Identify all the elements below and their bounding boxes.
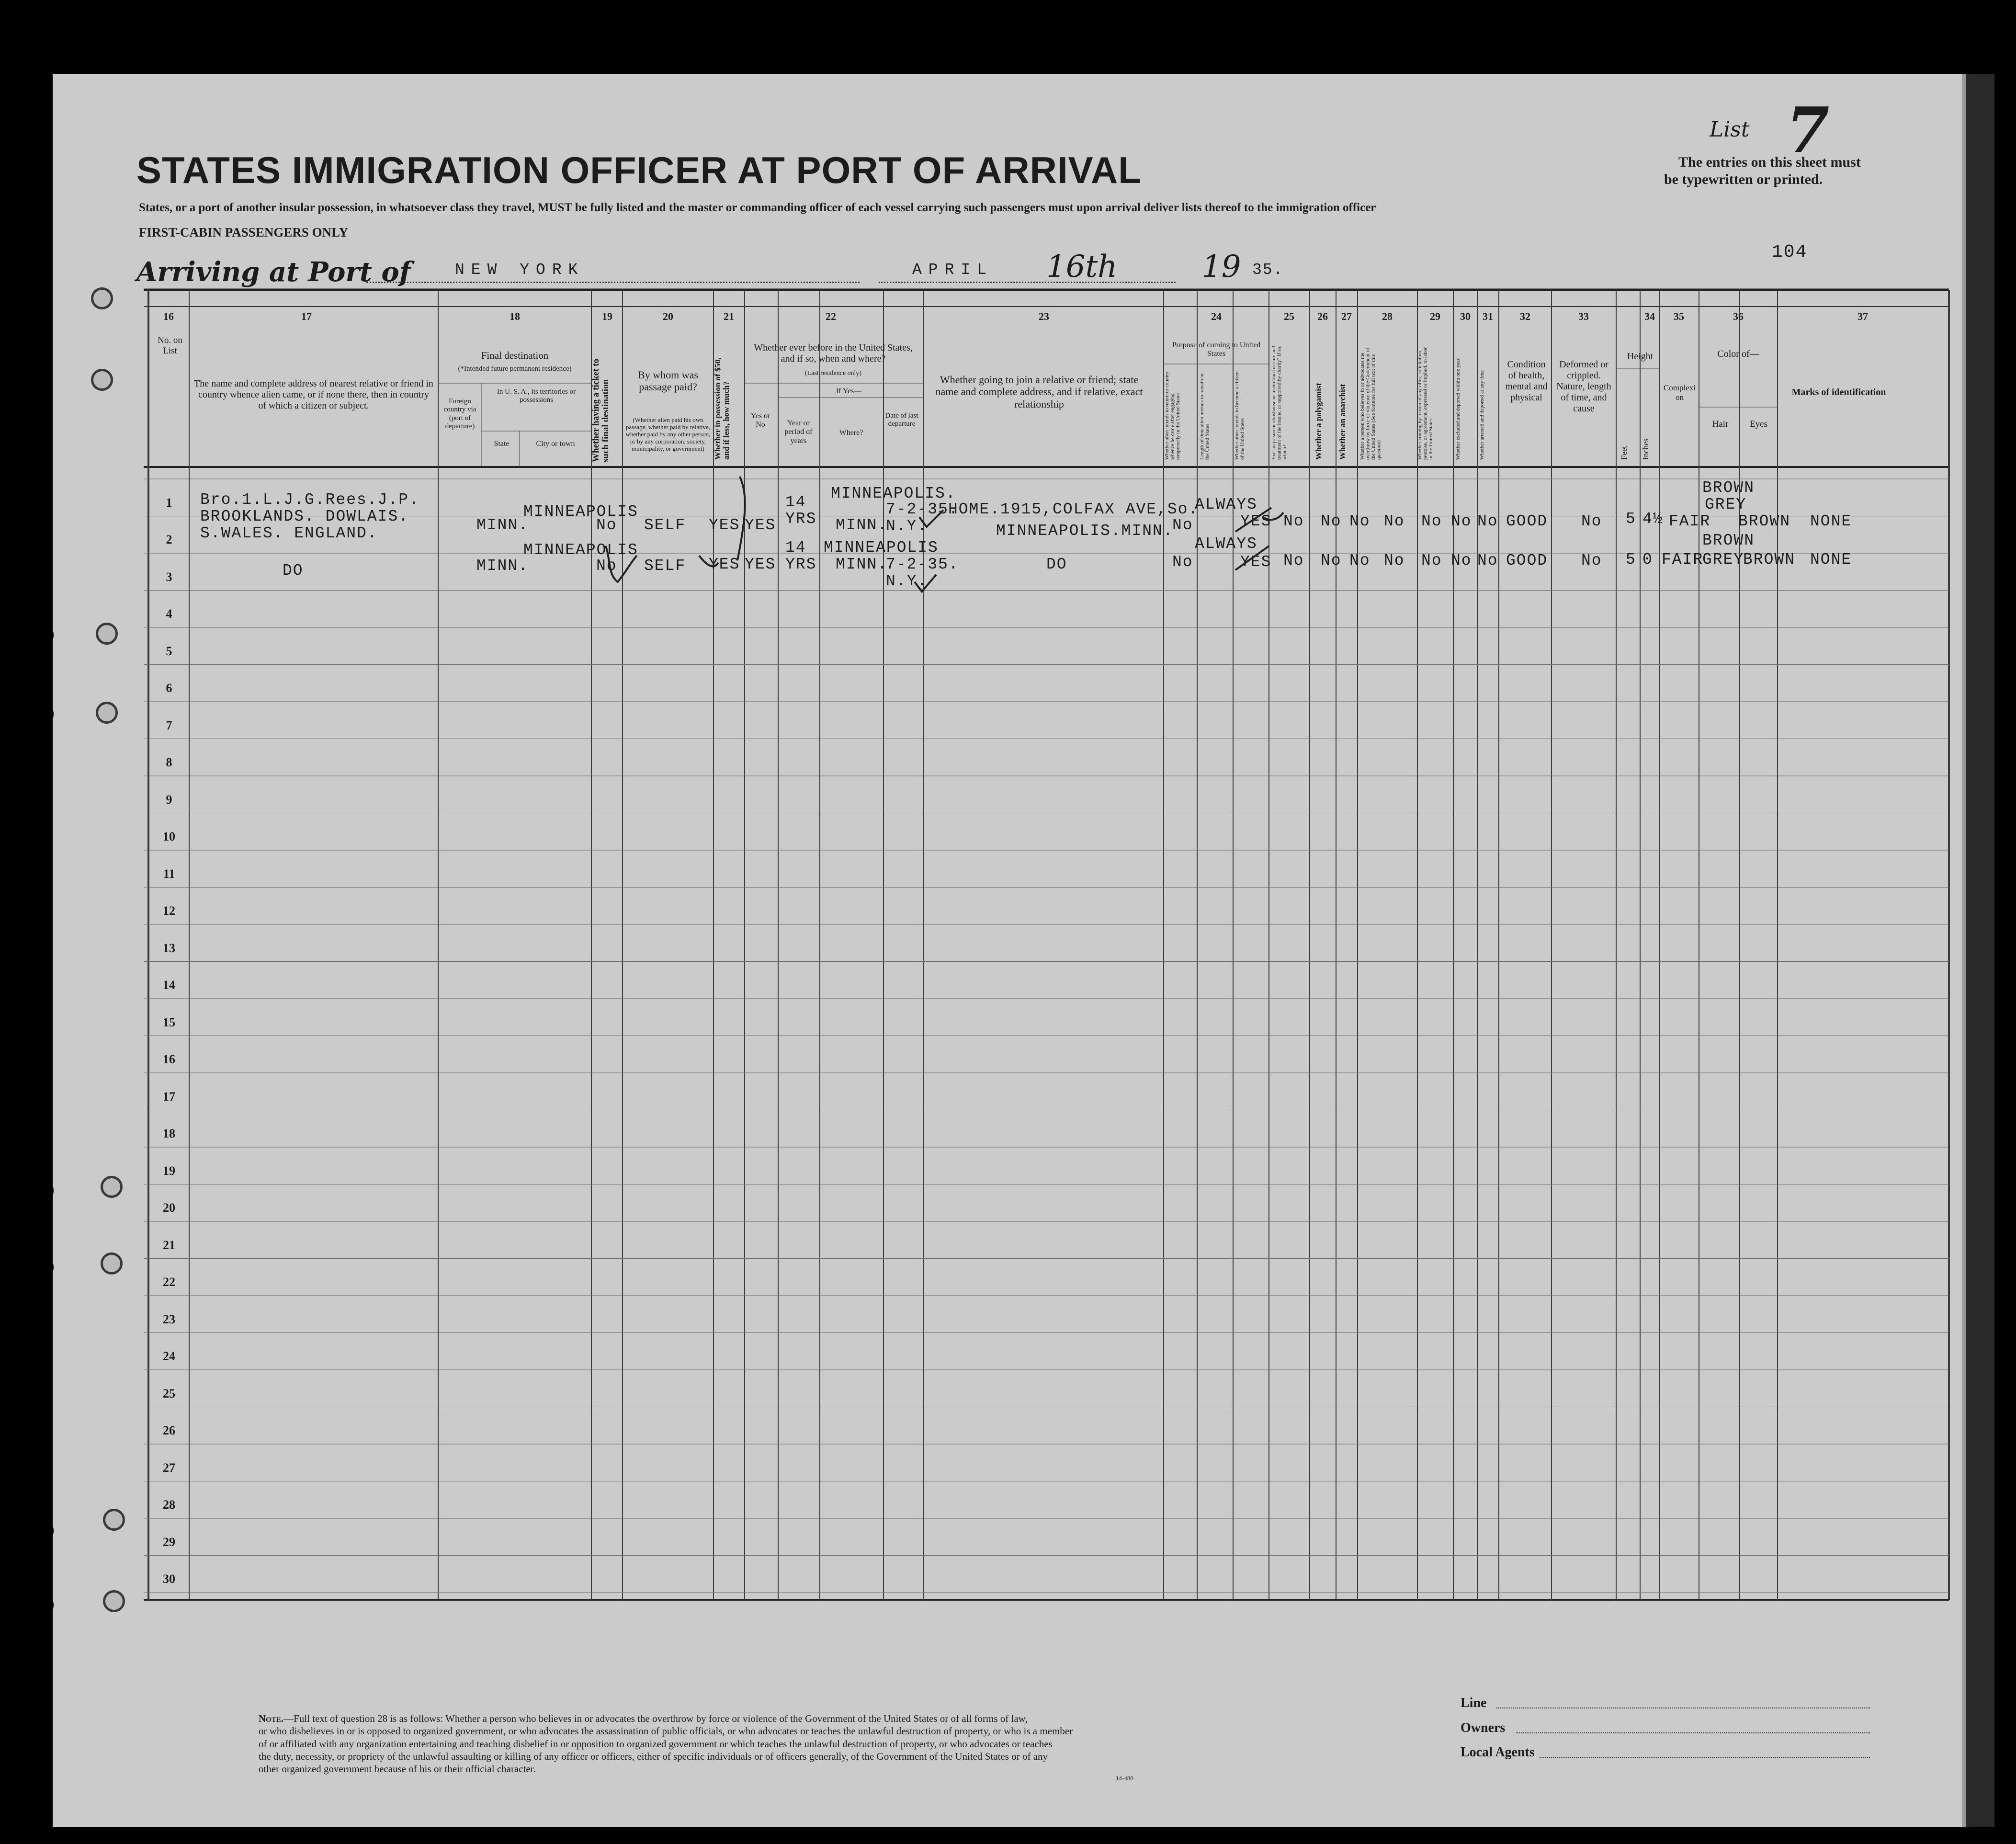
hair-color: BROWN bbox=[1702, 532, 1755, 549]
length-answer: ALWAYS bbox=[1195, 535, 1257, 553]
joining-address: HOME.1915,COLFAX AVE,So. bbox=[948, 501, 1199, 518]
identification-marks: NONE bbox=[1810, 512, 1852, 530]
col20-subheader: (Whether alien paid his own passage, whether paid by relative, whether paid by any other person, or by any corporation, society, municipality, or government) bbox=[625, 416, 711, 452]
footnote-text: the duty, necessity, or propriety of the unlawful assaulting or killing of any officer or officers, either of specific individuals or of officers generally, of the Government of the United States or of any bbox=[259, 1750, 1048, 1762]
row-number: 26 bbox=[163, 1423, 175, 1438]
anarchist-answer: No bbox=[1349, 552, 1370, 569]
col29-header: Whether coming by reason of any offer, solicitation, promise, or agreement, expressed or implied, to labor in the United States bbox=[1417, 347, 1434, 460]
col18-subheader: (*Intended future permanent residence) bbox=[458, 365, 572, 373]
col28-header: Whether a person who believes in or advocates the overthrow by force or violence of the Government of the United States (See footnote for full text of this question) bbox=[1359, 348, 1382, 460]
polygamist-answer: No bbox=[1321, 552, 1342, 569]
height-inches: 0 bbox=[1642, 551, 1653, 569]
before-answer: YES bbox=[745, 556, 776, 573]
footnote-text: —Full text of question 28 is as follows: Whether a person who believes in or advocates the overthrow by force or violence of the Government of the United States or of all forms of law, bbox=[283, 1713, 1028, 1724]
column-number: 21 bbox=[724, 310, 734, 322]
col34-inches: Inches bbox=[1641, 438, 1650, 460]
row-number: 8 bbox=[166, 755, 172, 770]
col24-return: Whether alien intends to return to country whence he came after engaging temporarily in the United States bbox=[1164, 371, 1181, 460]
identification-marks: NONE bbox=[1810, 551, 1852, 569]
before-answer: YES bbox=[745, 516, 776, 534]
agents-rule bbox=[1540, 1757, 1870, 1758]
where-value: MINN. bbox=[836, 516, 888, 534]
col22-date: Date of last departure bbox=[885, 412, 918, 428]
col18-header: Final destination bbox=[481, 350, 549, 361]
row-number: 4 bbox=[166, 607, 172, 621]
return-answer: No bbox=[1172, 553, 1193, 571]
length-answer: ALWAYS bbox=[1195, 496, 1257, 513]
col17-header: The name and complete address of nearest relative or friend in country whence alien came, or if none there, then in country of which a citizen or subject. bbox=[194, 378, 433, 411]
citizen-answer: YES bbox=[1240, 512, 1272, 530]
height-inches: 4½ bbox=[1642, 510, 1664, 528]
col24-citizen: Whether alien intends to become a citizen of the United States bbox=[1234, 371, 1246, 460]
column-number: 37 bbox=[1857, 310, 1868, 322]
entries-note: be typewritten or printed. bbox=[1664, 171, 1823, 187]
column-number: 27 bbox=[1341, 310, 1352, 322]
column-number: 22 bbox=[826, 310, 836, 322]
joining-address: MINNEAPOLIS.MINN. bbox=[996, 522, 1174, 540]
prison-answer: No bbox=[1283, 512, 1304, 530]
row-number: 29 bbox=[163, 1535, 175, 1549]
departure-date: N.Y. bbox=[886, 517, 928, 535]
col22-year: Year or period of years bbox=[784, 419, 813, 445]
departure-date: 7-2-35. bbox=[886, 501, 959, 518]
excluded-answer: No bbox=[1451, 552, 1472, 569]
labor-answer: No bbox=[1421, 512, 1442, 530]
page-number: 104 bbox=[1772, 242, 1808, 262]
column-number: 34 bbox=[1644, 310, 1655, 322]
col30-header: Whether excluded and deported within one year bbox=[1455, 358, 1461, 460]
col25-header: Ever in prison or almshouse or institution for care and treatment of the insane, or supported by charity? If so, which? bbox=[1271, 345, 1288, 460]
owners-rule bbox=[1516, 1732, 1870, 1733]
money-answer: YES bbox=[709, 556, 740, 573]
subtitle: States, or a port of another insular possession, in whatsoever class they travel, MUST be fully listed and the master or commanding officer of each vessel carrying such passengers must upon arrival deliver lists thereof to the immigration officer bbox=[139, 201, 1376, 214]
row-number: 3 bbox=[166, 569, 172, 584]
footnote-text: other organized government because of his or their official character. bbox=[259, 1763, 536, 1775]
row-number: 14 bbox=[163, 978, 175, 992]
column-number: 31 bbox=[1483, 310, 1493, 322]
column-number: 26 bbox=[1317, 310, 1328, 322]
row-number: 27 bbox=[163, 1460, 175, 1475]
row-number: 24 bbox=[163, 1349, 175, 1364]
destination-city: MINNEAPOLIS bbox=[523, 503, 638, 521]
labor-answer: No bbox=[1421, 552, 1442, 569]
departure-date: N.Y. bbox=[886, 572, 928, 590]
row-number: 7 bbox=[166, 718, 172, 732]
overthrow-answer: No bbox=[1384, 552, 1405, 569]
deformed-answer: No bbox=[1581, 552, 1602, 569]
row-number: 17 bbox=[163, 1089, 175, 1104]
col22-ifyes: If Yes— bbox=[836, 387, 862, 395]
entries-note: The entries on this sheet must bbox=[1678, 154, 1861, 170]
subtitle-first-cabin: FIRST-CABIN PASSENGERS ONLY bbox=[139, 225, 349, 239]
anarchist-answer: No bbox=[1349, 512, 1370, 530]
col22-subheader: (Last residence only) bbox=[804, 370, 862, 377]
col20-header: By whom was passage paid? bbox=[638, 369, 698, 393]
col18-usa: In U. S. A., its territories or possessions bbox=[497, 388, 576, 404]
row-number: 9 bbox=[166, 792, 172, 807]
col27-header: Whether an anarchist bbox=[1338, 384, 1347, 460]
col18-state: State bbox=[494, 440, 510, 448]
month-value: APRIL bbox=[912, 261, 994, 279]
list-label: List bbox=[1710, 117, 1750, 142]
footnote-text: of or affiliated with any organization entertaining and teaching disbelief in or opposition to organized government or which teaches the unlawful destruction of property, or who advocates or teaches bbox=[259, 1738, 1053, 1750]
height-feet: 5 bbox=[1626, 551, 1636, 569]
col23-header: Whether going to join a relative or friend; state name and complete address, and if relative, exact relationship bbox=[935, 374, 1143, 410]
row-number: 18 bbox=[163, 1127, 175, 1141]
column-number: 16 bbox=[163, 310, 174, 322]
col34-feet: Feet bbox=[1620, 445, 1629, 460]
column-number: 25 bbox=[1284, 310, 1294, 322]
column-number: 23 bbox=[1039, 310, 1049, 322]
row-number: 23 bbox=[163, 1312, 175, 1326]
row-number: 28 bbox=[163, 1498, 175, 1512]
date-rule bbox=[879, 282, 1176, 283]
row-number: 15 bbox=[163, 1015, 175, 1029]
row-number: 25 bbox=[163, 1386, 175, 1400]
col18-city: City or town bbox=[536, 440, 575, 448]
line-label: Line bbox=[1461, 1696, 1487, 1710]
passage-paid: SELF bbox=[644, 557, 686, 575]
list-number: 7 bbox=[1786, 93, 1830, 167]
ticket-answer: No bbox=[596, 516, 617, 534]
col36-header: Color of— bbox=[1717, 349, 1759, 359]
page-title: STATES IMMIGRATION OFFICER AT PORT OF ARRIVAL bbox=[136, 149, 1142, 191]
row-number: 2 bbox=[166, 533, 172, 547]
column-number: 24 bbox=[1211, 310, 1222, 322]
form-number: 14-480 bbox=[1116, 1775, 1133, 1782]
height-feet: 5 bbox=[1626, 510, 1636, 528]
owners-label: Owners bbox=[1461, 1720, 1506, 1735]
column-number: 30 bbox=[1460, 310, 1471, 322]
column-number: 20 bbox=[663, 310, 673, 322]
col24-header: Purpose of coming to United States bbox=[1172, 341, 1261, 358]
col31-header: Whether arrested and deported at any time bbox=[1479, 370, 1485, 460]
footnote-label: Note. bbox=[259, 1713, 284, 1724]
row-number: 6 bbox=[166, 681, 172, 695]
return-answer: No bbox=[1172, 516, 1193, 534]
polygamist-answer: No bbox=[1321, 512, 1342, 530]
column-number: 32 bbox=[1520, 310, 1530, 322]
passage-paid: SELF bbox=[644, 516, 686, 534]
arriving-label: Arriving at Port of bbox=[136, 256, 411, 288]
eye-color: BROWN bbox=[1738, 512, 1791, 530]
col34-header: Height bbox=[1627, 351, 1654, 362]
eye-color: BROWN bbox=[1743, 551, 1796, 569]
relative-address: BROOKLANDS. DOWLAIS. bbox=[200, 508, 409, 525]
column-number: 17 bbox=[301, 310, 312, 322]
excluded-answer: No bbox=[1451, 512, 1472, 530]
deformed-answer: No bbox=[1581, 512, 1602, 530]
row-number: 12 bbox=[163, 904, 175, 918]
citizen-answer: YES bbox=[1240, 553, 1272, 571]
column-number: 29 bbox=[1430, 310, 1440, 322]
column-number: 28 bbox=[1382, 310, 1393, 322]
col37-header: Marks of identification bbox=[1791, 387, 1886, 398]
row-number: 16 bbox=[163, 1052, 175, 1067]
col22-header: Whether ever before in the United States, and if so, when and where? bbox=[754, 342, 913, 364]
prison-answer: No bbox=[1283, 552, 1304, 569]
where-value: MINNEAPOLIS bbox=[824, 539, 939, 557]
col22-where: Where? bbox=[839, 429, 863, 437]
col32-header: Condition of health, mental and physical bbox=[1505, 359, 1548, 403]
destination-city: MINNEAPOLIS bbox=[523, 541, 638, 559]
year-suffix: 35. bbox=[1252, 261, 1284, 279]
col36-hair: Hair bbox=[1712, 419, 1729, 429]
col36-eyes: Eyes bbox=[1750, 419, 1767, 429]
row-number: 11 bbox=[163, 866, 175, 881]
ticket-answer: No bbox=[596, 557, 617, 575]
col16-header: No. on List bbox=[158, 335, 182, 356]
row-number: 22 bbox=[163, 1275, 175, 1289]
col22-yesno: Yes or No bbox=[750, 412, 770, 429]
row-number: 30 bbox=[163, 1572, 175, 1586]
relative-address: DO bbox=[283, 562, 304, 580]
destination-state: MINN. bbox=[476, 557, 529, 575]
port-rule bbox=[366, 282, 860, 283]
col33-header: Deformed or crippled. Nature, length of time, and cause bbox=[1556, 359, 1611, 414]
line-rule bbox=[1496, 1707, 1870, 1708]
port-value: NEW YORK bbox=[455, 261, 585, 279]
col26-header: Whether a polygamist bbox=[1314, 383, 1323, 460]
where-value: MINNEAPOLIS. bbox=[831, 485, 956, 502]
column-number: 36 bbox=[1733, 310, 1744, 322]
agents-label: Local Agents bbox=[1461, 1745, 1535, 1760]
col24-length: Length of time alien intends to remain in the United States bbox=[1199, 374, 1211, 460]
footnote-text: or who disbelieves in or is opposed to organized government, or who advocates the assassination of public officials, or who advocates or teaches the unlawful destruction of property, or who is a member bbox=[259, 1725, 1073, 1737]
joining-address: DO bbox=[1046, 556, 1067, 573]
row-number: 20 bbox=[163, 1201, 175, 1215]
relative-address: Bro.1.L.J.G.Rees.J.P. bbox=[200, 491, 419, 509]
hair-color: GREY bbox=[1705, 496, 1747, 513]
health-answer: GOOD bbox=[1506, 512, 1548, 530]
row-number: 10 bbox=[163, 830, 175, 844]
hair-color: BROWN bbox=[1702, 479, 1755, 497]
row-number: 21 bbox=[163, 1238, 175, 1252]
column-number: 18 bbox=[510, 310, 520, 322]
years-value: 14 bbox=[785, 493, 806, 511]
row-number: 1 bbox=[166, 495, 172, 510]
where-value: MINN. bbox=[836, 556, 888, 573]
health-answer: GOOD bbox=[1506, 552, 1548, 569]
complexion: FAIR bbox=[1662, 551, 1704, 569]
years-value: YRS bbox=[785, 556, 817, 573]
col18-foreign: Foreign country via (port of departure) bbox=[443, 398, 476, 430]
overthrow-answer: No bbox=[1384, 512, 1405, 530]
column-number: 35 bbox=[1674, 310, 1684, 322]
row-number: 19 bbox=[163, 1163, 175, 1178]
col21-header: Whether in possession of $50, and if less, how much? bbox=[713, 357, 731, 460]
col35-header: Complexion bbox=[1663, 383, 1696, 402]
column-number: 33 bbox=[1578, 310, 1589, 322]
footnote bbox=[259, 1712, 1192, 1775]
year-prefix: 19 bbox=[1202, 249, 1241, 285]
day-value: 16th bbox=[1046, 249, 1118, 285]
column-number: 19 bbox=[602, 310, 612, 322]
money-answer: YES bbox=[709, 516, 740, 534]
row-number: 5 bbox=[166, 644, 172, 658]
years-value: 14 bbox=[785, 539, 806, 557]
years-value: YRS bbox=[785, 510, 817, 528]
deported-answer: No bbox=[1477, 552, 1498, 569]
hair-color: GREY bbox=[1702, 551, 1744, 569]
col19-header: Whether having a ticket to such final destination bbox=[591, 358, 611, 462]
row-number: 13 bbox=[163, 941, 175, 955]
relative-address: S.WALES. ENGLAND. bbox=[200, 524, 378, 542]
deported-answer: No bbox=[1477, 512, 1498, 530]
departure-date: 7-2-35. bbox=[886, 556, 959, 573]
complexion: FAIR bbox=[1669, 512, 1711, 530]
destination-state: MINN. bbox=[476, 516, 529, 534]
